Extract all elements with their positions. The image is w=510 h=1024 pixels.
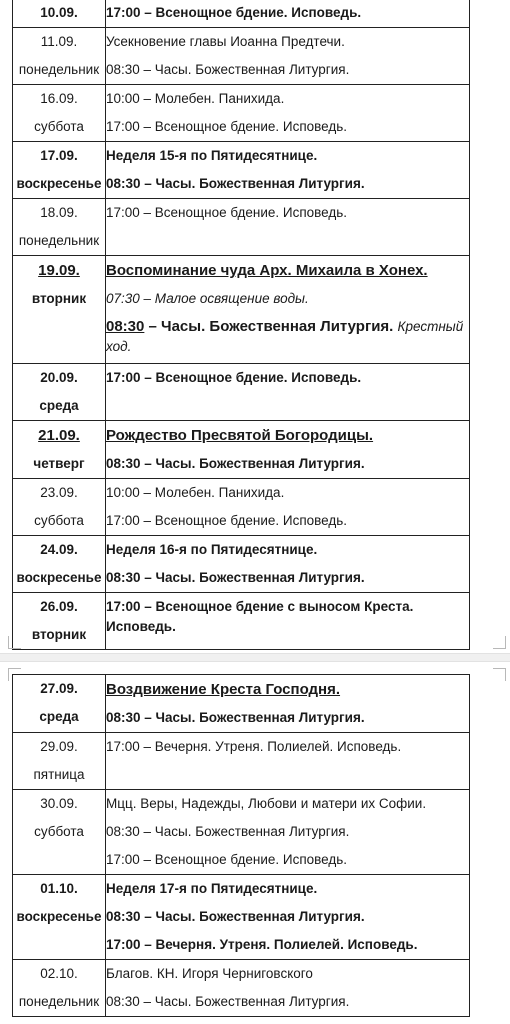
schedule-row [13,479,470,536]
service-line [106,818,469,846]
date-cell [13,479,106,536]
date-label: 20.09. [40,370,78,385]
service-line [106,170,469,198]
weekday-label: среда [39,398,79,413]
weekday-label: среда [39,709,79,724]
service-line [106,450,469,478]
service-line [106,564,469,592]
service-text: 17:00 – Всенощное бдение. Исповедь. [106,5,362,20]
date-cell [13,85,106,142]
service-cell [106,733,470,790]
schedule-row [13,199,470,256]
service-text: 17:00 – Всенощное бдение. Исповедь. [106,370,362,385]
page-corner-mark [8,636,21,649]
table-body [13,675,470,1017]
date-cell [13,199,106,256]
service-cell [106,536,470,593]
service-text: 08:30 [106,318,145,335]
date-label: 11.09. [40,34,78,49]
service-text: 08:30 – Часы. Божественная Литургия. [106,62,350,77]
service-line [106,364,469,392]
schedule-row [13,0,470,28]
weekday-label: пятница [33,767,85,782]
service-line [106,593,469,641]
service-text: Рождество Пресвятой Богородицы. [106,427,374,444]
service-text: Неделя 16-я по Пятидесятнице. [106,542,318,557]
weekday-label: суббота [34,513,84,528]
service-line [106,704,469,732]
service-cell [106,0,470,28]
schedule-row [13,364,470,421]
date-cell [13,675,106,733]
date-label: 17.09. [40,148,78,163]
date-label: 24.09. [40,542,78,557]
service-text: 10:00 – Молебен. Панихида. [106,91,285,106]
table-body [13,0,470,650]
service-text: 08:30 – Часы. Божественная Литургия. [106,824,350,839]
service-text: Воспоминание чуда Арх. Михаила в Хонех. [106,262,428,279]
weekday-label: воскресенье [16,570,102,585]
service-line [106,675,469,704]
date-cell [13,142,106,199]
service-text: 08:30 – Часы. Божественная Литургия. [106,570,365,585]
date-label: 29.09. [40,739,78,754]
schedule-row [13,960,470,1017]
service-text: 08:30 – Часы. Божественная Литургия. [106,710,365,725]
service-text: 17:00 – Вечерня. Утреня. Полиелей. Исповедь. [106,739,402,754]
date-cell [13,875,106,960]
service-text: 17:00 – Всенощное бдение с выносом Креста. Исповедь. [106,599,414,634]
service-line [106,28,469,56]
service-line [106,960,469,988]
weekday-label: суббота [34,119,84,134]
date-label: 23.09. [40,485,78,500]
service-line [106,988,469,1016]
service-text: 08:30 – Часы. Божественная Литургия. [106,176,365,191]
service-line [106,313,469,361]
service-line [106,875,469,903]
service-line [106,903,469,931]
date-label: 21.09. [38,427,80,444]
weekday-label: вторник [31,627,87,642]
service-line [106,256,469,285]
weekday-label: четверг [33,456,85,471]
date-cell [13,536,106,593]
page-corner-mark [493,636,506,649]
service-text: 10:00 – Молебен. Панихида. [106,485,285,500]
service-text: Воздвижение Креста Господня. [106,681,341,698]
service-text: 17:00 – Всенощное бдение. Исповедь. [106,119,348,134]
service-text: Неделя 17-я по Пятидесятнице. [106,881,318,896]
service-cell [106,85,470,142]
date-cell [13,421,106,479]
service-line [106,85,469,113]
service-text: – Часы. Божественная Литургия. [144,318,398,335]
date-cell [13,790,106,875]
service-line [106,142,469,170]
document-page-2 [0,660,510,1024]
service-cell [106,199,470,256]
service-line [106,421,469,450]
service-cell [106,28,470,85]
service-text: 08:30 – Часы. Божественная Литургия. [106,909,365,924]
service-text: Усекновение главы Иоанна Предтечи. [106,34,345,49]
weekday-label: вторник [31,291,87,306]
service-text: Благов. КН. Игоря Черниговского [106,966,313,981]
service-line [106,113,469,141]
date-label: 10.09. [40,5,78,20]
service-text: Крестный ход. [106,319,464,354]
schedule-row [13,593,470,650]
schedule-row [13,85,470,142]
schedule-row [13,536,470,593]
service-cell [106,364,470,421]
date-label: 02.10. [40,966,78,981]
service-cell [106,256,470,364]
date-cell [13,0,106,28]
service-text: 17:00 – Всенощное бдение. Исповедь. [106,205,348,220]
schedule-table-page-2 [12,674,470,1017]
schedule-row [13,875,470,960]
service-cell [106,790,470,875]
service-line [106,846,469,874]
service-line [106,931,469,959]
service-line [106,0,469,27]
service-text: Мцц. Веры, Надежды, Любови и матери их Софии. [106,796,427,811]
date-cell [13,28,106,85]
date-cell [13,256,106,364]
service-line [106,285,469,313]
service-line [106,199,469,227]
date-label: 01.10. [40,881,78,896]
service-line [106,536,469,564]
service-text: 08:30 – Часы. Божественная Литургия. [106,994,350,1009]
service-text: 08:30 – Часы. Божественная Литургия. [106,456,365,471]
service-line [106,479,469,507]
schedule-row [13,675,470,733]
date-cell [13,733,106,790]
service-cell [106,593,470,650]
date-label: 19.09. [38,262,80,279]
date-label: 30.09. [40,796,78,811]
service-text: 17:00 – Всенощное бдение. Исповедь. [106,852,348,867]
service-cell [106,675,470,733]
schedule-row [13,28,470,85]
schedule-row [13,733,470,790]
service-text: 07:30 – Малое освящение воды. [106,291,309,306]
service-line [106,56,469,84]
service-cell [106,479,470,536]
schedule-row [13,256,470,364]
date-label: 26.09. [40,599,78,614]
service-cell [106,421,470,479]
schedule-row [13,421,470,479]
weekday-label: воскресенье [16,909,102,924]
service-line [106,733,469,761]
weekday-label: понедельник [18,994,100,1009]
date-label: 16.09. [40,91,78,106]
service-cell [106,142,470,199]
weekday-label: понедельник [18,62,100,77]
service-line [106,790,469,818]
service-cell [106,960,470,1017]
schedule-table-page-1 [12,0,470,650]
weekday-label: воскресенье [16,176,102,191]
service-line [106,507,469,535]
date-label: 18.09. [40,205,78,220]
service-text: 17:00 – Вечерня. Утреня. Полиелей. Исповедь. [106,937,418,952]
date-label: 27.09. [40,681,78,696]
service-text: Неделя 15-я по Пятидесятнице. [106,148,318,163]
date-cell [13,364,106,421]
date-cell [13,960,106,1017]
service-text: 17:00 – Всенощное бдение. Исповедь. [106,513,348,528]
service-cell [106,875,470,960]
schedule-row [13,142,470,199]
schedule-row [13,790,470,875]
weekday-label: понедельник [18,233,100,248]
date-cell [13,593,106,650]
weekday-label: суббота [34,824,84,839]
